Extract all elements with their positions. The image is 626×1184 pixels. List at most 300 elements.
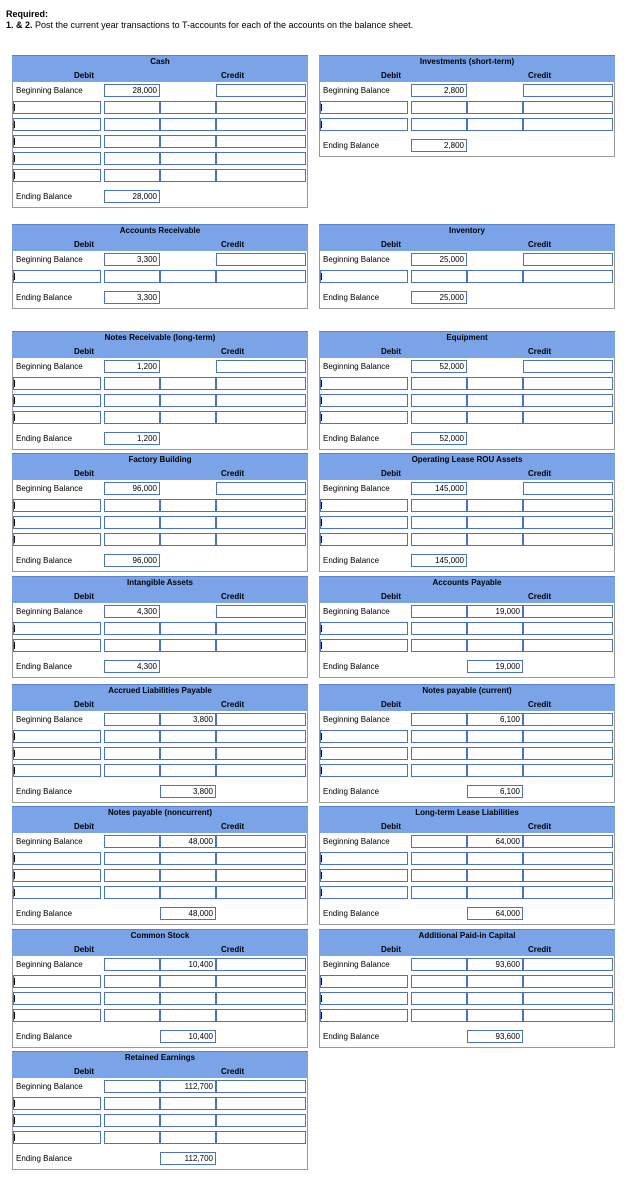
ending-balance-row	[12, 188, 308, 205]
credit-amount-input[interactable]	[216, 499, 306, 512]
credit-amount-input[interactable]: 64,000	[467, 907, 523, 920]
account-name-input[interactable]	[13, 118, 101, 131]
debit-amount-input[interactable]	[411, 852, 467, 865]
credit-amount-input[interactable]	[467, 533, 523, 546]
debit-amount-input[interactable]	[411, 533, 467, 546]
beginning-balance-row	[319, 711, 615, 728]
credit-amount-input[interactable]	[523, 377, 613, 390]
account-name-input[interactable]	[320, 622, 408, 635]
credit-amount-input[interactable]	[160, 411, 216, 424]
account-name-input[interactable]	[13, 1114, 101, 1127]
credit-amount-input[interactable]	[216, 747, 306, 760]
credit-amount-input[interactable]	[523, 713, 613, 726]
credit-amount-input[interactable]	[160, 886, 216, 899]
debit-amount-input[interactable]	[104, 1131, 160, 1144]
debit-label: Debit	[74, 822, 94, 831]
entry-row	[319, 1007, 615, 1024]
beginning-balance-label: Beginning Balance	[16, 960, 83, 969]
credit-amount-input[interactable]	[160, 118, 216, 131]
beginning-balance-label: Beginning Balance	[323, 607, 390, 616]
credit-amount-input[interactable]: 10,400	[160, 958, 216, 971]
credit-amount-input[interactable]	[467, 516, 523, 529]
debit-amount-input[interactable]: 25,000	[411, 291, 467, 304]
debit-amount-input[interactable]	[104, 869, 160, 882]
debit-amount-input[interactable]	[104, 1080, 160, 1093]
credit-amount-input[interactable]	[160, 639, 216, 652]
credit-amount-input[interactable]	[216, 118, 306, 131]
account-name-input[interactable]	[13, 394, 101, 407]
credit-amount-input[interactable]: 48,000	[160, 907, 216, 920]
beginning-balance-label: Beginning Balance	[323, 362, 390, 371]
credit-amount-input[interactable]: 112,700	[160, 1080, 216, 1093]
credit-amount-input[interactable]	[160, 622, 216, 635]
credit-amount-input[interactable]	[216, 377, 306, 390]
credit-amount-input[interactable]	[216, 101, 306, 114]
credit-amount-input[interactable]	[160, 992, 216, 1005]
credit-amount-input[interactable]: 3,800	[160, 785, 216, 798]
credit-amount-input[interactable]	[467, 852, 523, 865]
credit-amount-input[interactable]	[216, 411, 306, 424]
account-name-input[interactable]	[13, 1009, 101, 1022]
credit-amount-input[interactable]	[523, 499, 613, 512]
debit-amount-input[interactable]	[411, 394, 467, 407]
beginning-balance-row	[319, 480, 615, 497]
debit-amount-input[interactable]	[411, 713, 467, 726]
credit-amount-input[interactable]	[216, 152, 306, 165]
credit-amount-input[interactable]	[216, 169, 306, 182]
credit-amount-input[interactable]	[467, 411, 523, 424]
debit-amount-input[interactable]: 2,800	[411, 84, 467, 97]
debit-amount-input[interactable]	[104, 1097, 160, 1110]
credit-amount-input[interactable]: 6,100	[467, 785, 523, 798]
credit-amount-input[interactable]: 93,600	[467, 958, 523, 971]
account-name-input[interactable]	[320, 764, 408, 777]
credit-amount-input[interactable]	[160, 394, 216, 407]
account-name-input[interactable]	[320, 1009, 408, 1022]
debit-amount-input[interactable]	[104, 152, 160, 165]
debit-amount-input[interactable]	[104, 835, 160, 848]
t-account-common-stock	[12, 929, 308, 1048]
beginning-balance-row	[319, 251, 615, 268]
debit-amount-input[interactable]: 96,000	[104, 554, 160, 567]
credit-amount-input[interactable]	[216, 958, 306, 971]
credit-amount-input[interactable]	[523, 84, 613, 97]
debit-amount-input[interactable]	[104, 135, 160, 148]
account-name-input[interactable]	[13, 411, 101, 424]
beginning-balance-label: Beginning Balance	[323, 86, 390, 95]
credit-amount-input[interactable]	[523, 835, 613, 848]
credit-amount-input[interactable]	[216, 135, 306, 148]
credit-amount-input[interactable]	[467, 101, 523, 114]
cursor-tick	[14, 172, 15, 179]
debit-amount-input[interactable]	[104, 394, 160, 407]
credit-amount-input[interactable]	[216, 605, 306, 618]
credit-amount-input[interactable]	[216, 253, 306, 266]
cursor-tick	[321, 855, 322, 862]
debit-amount-input[interactable]: 1,200	[104, 360, 160, 373]
credit-amount-input[interactable]	[216, 360, 306, 373]
debit-amount-input[interactable]	[104, 639, 160, 652]
credit-amount-input[interactable]	[523, 764, 613, 777]
credit-amount-input[interactable]	[216, 639, 306, 652]
credit-amount-input[interactable]	[160, 101, 216, 114]
credit-amount-input[interactable]	[523, 975, 613, 988]
credit-amount-input[interactable]	[160, 1009, 216, 1022]
credit-amount-input[interactable]	[216, 1080, 306, 1093]
account-name-input[interactable]	[320, 499, 408, 512]
credit-amount-input[interactable]	[523, 1009, 613, 1022]
beginning-balance-label: Beginning Balance	[16, 484, 83, 493]
ending-balance-row	[319, 552, 615, 569]
debit-amount-input[interactable]	[411, 118, 467, 131]
credit-amount-input[interactable]	[523, 101, 613, 114]
credit-amount-input[interactable]	[160, 533, 216, 546]
ending-balance-row	[12, 1028, 308, 1045]
credit-amount-input[interactable]	[216, 713, 306, 726]
debit-amount-input[interactable]: 25,000	[411, 253, 467, 266]
cursor-tick	[321, 121, 322, 128]
credit-amount-input[interactable]	[523, 482, 613, 495]
account-header	[12, 929, 308, 956]
account-header	[319, 929, 615, 956]
credit-amount-input[interactable]	[467, 886, 523, 899]
account-name-input[interactable]	[320, 118, 408, 131]
debit-amount-input[interactable]	[411, 639, 467, 652]
account-name-input[interactable]	[320, 377, 408, 390]
debit-amount-input[interactable]	[104, 730, 160, 743]
credit-amount-input[interactable]	[160, 1097, 216, 1110]
credit-amount-input[interactable]	[160, 499, 216, 512]
debit-amount-input[interactable]	[411, 622, 467, 635]
t-account-notes-payable-noncurrent	[12, 806, 308, 925]
debit-amount-input[interactable]	[411, 835, 467, 848]
credit-amount-input[interactable]	[523, 118, 613, 131]
debit-amount-input[interactable]	[104, 101, 160, 114]
credit-amount-input[interactable]: 19,000	[467, 660, 523, 673]
account-title: Accounts Payable	[432, 578, 502, 587]
debit-amount-input[interactable]	[411, 975, 467, 988]
debit-amount-input[interactable]: 2,800	[411, 139, 467, 152]
debit-amount-input[interactable]	[411, 499, 467, 512]
account-name-input[interactable]	[13, 992, 101, 1005]
credit-label: Credit	[528, 700, 552, 709]
credit-amount-input[interactable]	[523, 730, 613, 743]
account-name-input[interactable]	[320, 270, 408, 283]
credit-amount-input[interactable]	[160, 270, 216, 283]
account-name-input[interactable]	[13, 101, 101, 114]
debit-amount-input[interactable]: 145,000	[411, 554, 467, 567]
ending-balance-label: Ending Balance	[16, 1154, 73, 1163]
debit-amount-input[interactable]	[104, 992, 160, 1005]
debit-amount-input[interactable]	[411, 516, 467, 529]
account-name-input[interactable]	[13, 377, 101, 390]
credit-amount-input[interactable]	[216, 394, 306, 407]
debit-amount-input[interactable]	[411, 101, 467, 114]
debit-amount-input[interactable]	[411, 605, 467, 618]
credit-amount-input[interactable]	[467, 975, 523, 988]
entry-row	[319, 850, 615, 867]
credit-amount-input[interactable]	[216, 482, 306, 495]
debit-amount-input[interactable]	[411, 764, 467, 777]
credit-amount-input[interactable]	[467, 639, 523, 652]
credit-amount-input[interactable]	[216, 886, 306, 899]
beginning-balance-row	[12, 603, 308, 620]
credit-amount-input[interactable]	[160, 764, 216, 777]
credit-amount-input[interactable]	[216, 516, 306, 529]
credit-amount-input[interactable]	[523, 253, 613, 266]
debit-amount-input[interactable]	[104, 533, 160, 546]
ending-balance-label: Ending Balance	[16, 1032, 73, 1041]
debit-amount-input[interactable]: 1,200	[104, 432, 160, 445]
credit-amount-input[interactable]	[467, 764, 523, 777]
credit-amount-input[interactable]	[160, 169, 216, 182]
credit-amount-input[interactable]	[216, 1097, 306, 1110]
debit-amount-input[interactable]	[411, 958, 467, 971]
debit-amount-input[interactable]	[104, 118, 160, 131]
credit-amount-input[interactable]	[160, 975, 216, 988]
account-name-input[interactable]	[320, 852, 408, 865]
cursor-tick	[321, 104, 322, 111]
ending-balance-label: Ending Balance	[16, 662, 73, 671]
entry-row	[12, 850, 308, 867]
account-name-input[interactable]	[13, 852, 101, 865]
credit-amount-input[interactable]	[160, 852, 216, 865]
credit-amount-input[interactable]	[467, 394, 523, 407]
credit-amount-input[interactable]	[160, 377, 216, 390]
account-name-input[interactable]	[13, 1097, 101, 1110]
credit-amount-input[interactable]	[523, 886, 613, 899]
account-name-input[interactable]	[13, 135, 101, 148]
beginning-balance-row	[12, 1078, 308, 1095]
debit-amount-input[interactable]	[104, 975, 160, 988]
debit-amount-input[interactable]	[104, 1009, 160, 1022]
account-name-input[interactable]	[13, 533, 101, 546]
credit-amount-input[interactable]	[467, 992, 523, 1005]
account-name-input[interactable]	[320, 886, 408, 899]
credit-amount-input[interactable]	[216, 1114, 306, 1127]
account-name-input[interactable]	[13, 1131, 101, 1144]
debit-amount-input[interactable]	[104, 958, 160, 971]
debit-amount-input[interactable]	[104, 377, 160, 390]
debit-amount-input[interactable]	[104, 622, 160, 635]
debit-amount-input[interactable]: 96,000	[104, 482, 160, 495]
account-header	[12, 576, 308, 603]
credit-amount-input[interactable]	[216, 622, 306, 635]
credit-amount-input[interactable]	[216, 764, 306, 777]
credit-amount-input[interactable]	[160, 1131, 216, 1144]
credit-amount-input[interactable]	[523, 747, 613, 760]
credit-amount-input[interactable]	[467, 1009, 523, 1022]
debit-amount-input[interactable]	[411, 377, 467, 390]
credit-amount-input[interactable]	[523, 958, 613, 971]
account-name-input[interactable]	[13, 516, 101, 529]
debit-amount-input[interactable]	[411, 886, 467, 899]
debit-amount-input[interactable]: 4,300	[104, 660, 160, 673]
account-name-input[interactable]	[13, 622, 101, 635]
debit-amount-input[interactable]: 52,000	[411, 360, 467, 373]
t-account-investments-short-term	[319, 55, 615, 157]
credit-amount-input[interactable]	[523, 852, 613, 865]
account-name-input[interactable]	[320, 747, 408, 760]
debit-amount-input[interactable]	[104, 169, 160, 182]
credit-amount-input[interactable]: 93,600	[467, 1030, 523, 1043]
credit-amount-input[interactable]	[523, 869, 613, 882]
account-name-input[interactable]	[320, 639, 408, 652]
credit-amount-input[interactable]	[467, 270, 523, 283]
credit-label: Credit	[528, 240, 552, 249]
account-name-input[interactable]	[320, 101, 408, 114]
cursor-tick	[14, 1117, 15, 1124]
credit-amount-input[interactable]	[216, 84, 306, 97]
credit-amount-input[interactable]	[523, 622, 613, 635]
debit-amount-input[interactable]	[104, 713, 160, 726]
credit-amount-input[interactable]	[216, 533, 306, 546]
credit-amount-input[interactable]	[523, 639, 613, 652]
credit-amount-input[interactable]	[467, 747, 523, 760]
debit-amount-input[interactable]: 28,000	[104, 190, 160, 203]
account-name-input[interactable]	[13, 152, 101, 165]
ending-balance-row	[12, 289, 308, 306]
credit-amount-input[interactable]	[216, 270, 306, 283]
credit-amount-input[interactable]: 64,000	[467, 835, 523, 848]
account-name-input[interactable]	[320, 975, 408, 988]
account-header	[12, 1051, 308, 1078]
credit-amount-input[interactable]	[216, 869, 306, 882]
t-account-accrued-liabilities-payable	[12, 684, 308, 803]
account-name-input[interactable]	[13, 499, 101, 512]
debit-amount-input[interactable]: 3,300	[104, 291, 160, 304]
debit-amount-input[interactable]: 28,000	[104, 84, 160, 97]
debit-amount-input[interactable]	[104, 886, 160, 899]
credit-amount-input[interactable]	[216, 852, 306, 865]
credit-amount-input[interactable]	[523, 360, 613, 373]
credit-amount-input[interactable]	[216, 1131, 306, 1144]
account-name-input[interactable]	[320, 730, 408, 743]
debit-amount-input[interactable]	[411, 411, 467, 424]
cursor-tick	[321, 1012, 322, 1019]
debit-amount-input[interactable]	[411, 1009, 467, 1022]
cursor-tick	[321, 750, 322, 757]
ending-balance-label: Ending Balance	[16, 293, 73, 302]
credit-amount-input[interactable]	[467, 730, 523, 743]
credit-amount-input[interactable]	[523, 411, 613, 424]
credit-amount-input[interactable]	[523, 270, 613, 283]
account-name-input[interactable]	[13, 747, 101, 760]
credit-amount-input[interactable]: 10,400	[160, 1030, 216, 1043]
debit-amount-input[interactable]	[104, 747, 160, 760]
debit-amount-input[interactable]	[104, 270, 160, 283]
credit-amount-input[interactable]: 6,100	[467, 713, 523, 726]
debit-amount-input[interactable]	[411, 270, 467, 283]
credit-amount-input[interactable]: 112,700	[160, 1152, 216, 1165]
debit-amount-input[interactable]	[104, 764, 160, 777]
debit-amount-input[interactable]: 4,300	[104, 605, 160, 618]
instruction-number: 1. & 2.	[6, 20, 33, 30]
credit-amount-input[interactable]: 3,800	[160, 713, 216, 726]
account-title: Long-term Lease Liabilities	[415, 808, 519, 817]
account-name-input[interactable]	[320, 394, 408, 407]
debit-amount-input[interactable]: 145,000	[411, 482, 467, 495]
credit-amount-input[interactable]	[160, 516, 216, 529]
credit-amount-input[interactable]	[523, 605, 613, 618]
credit-amount-input[interactable]	[216, 730, 306, 743]
debit-amount-input[interactable]	[104, 499, 160, 512]
debit-amount-input[interactable]: 3,300	[104, 253, 160, 266]
account-bottom-border	[319, 1045, 615, 1048]
account-name-input[interactable]	[13, 886, 101, 899]
account-name-input[interactable]	[13, 730, 101, 743]
account-bottom-border	[319, 154, 615, 157]
credit-amount-input[interactable]	[467, 622, 523, 635]
credit-amount-input[interactable]	[216, 975, 306, 988]
t-account-inventory	[319, 224, 615, 309]
debit-amount-input[interactable]	[411, 730, 467, 743]
account-name-input[interactable]	[13, 639, 101, 652]
account-name-input[interactable]	[13, 169, 101, 182]
credit-amount-input[interactable]	[160, 869, 216, 882]
account-name-input[interactable]	[13, 764, 101, 777]
credit-amount-input[interactable]	[467, 377, 523, 390]
account-bottom-border	[12, 1167, 308, 1170]
credit-amount-input[interactable]	[523, 533, 613, 546]
cursor-tick	[321, 397, 322, 404]
debit-amount-input[interactable]	[104, 852, 160, 865]
credit-amount-input[interactable]	[523, 516, 613, 529]
debit-amount-input[interactable]	[104, 516, 160, 529]
debit-amount-input[interactable]	[411, 747, 467, 760]
entry-row	[319, 990, 615, 1007]
credit-amount-input[interactable]	[160, 747, 216, 760]
credit-amount-input[interactable]	[467, 869, 523, 882]
credit-amount-input[interactable]	[467, 499, 523, 512]
account-name-input[interactable]	[13, 975, 101, 988]
credit-label: Credit	[221, 71, 245, 80]
ending-balance-label: Ending Balance	[323, 662, 380, 671]
debit-amount-input[interactable]	[411, 992, 467, 1005]
instructions	[6, 9, 413, 31]
credit-amount-input[interactable]	[160, 135, 216, 148]
account-name-input[interactable]	[13, 869, 101, 882]
credit-amount-input[interactable]	[523, 992, 613, 1005]
account-name-input[interactable]	[13, 270, 101, 283]
account-name-input[interactable]	[320, 869, 408, 882]
instruction-text: Post the current year transactions to T-accounts for each of the accounts on the balance sheet.	[35, 20, 414, 30]
debit-label: Debit	[74, 1067, 94, 1076]
debit-label: Debit	[74, 240, 94, 249]
credit-amount-input[interactable]	[216, 1009, 306, 1022]
debit-amount-input[interactable]	[411, 869, 467, 882]
credit-amount-input[interactable]	[160, 730, 216, 743]
credit-amount-input[interactable]	[467, 118, 523, 131]
ending-balance-row	[319, 905, 615, 922]
account-name-input[interactable]	[320, 992, 408, 1005]
debit-amount-input[interactable]	[104, 1114, 160, 1127]
credit-amount-input[interactable]	[216, 992, 306, 1005]
debit-amount-input[interactable]	[104, 411, 160, 424]
credit-amount-input[interactable]: 19,000	[467, 605, 523, 618]
account-name-input[interactable]	[320, 533, 408, 546]
debit-amount-input[interactable]: 52,000	[411, 432, 467, 445]
credit-amount-input[interactable]	[216, 835, 306, 848]
credit-amount-input[interactable]	[523, 394, 613, 407]
account-title: Accounts Receivable	[119, 226, 201, 235]
account-name-input[interactable]	[320, 516, 408, 529]
credit-amount-input[interactable]	[160, 1114, 216, 1127]
credit-amount-input[interactable]	[160, 152, 216, 165]
credit-label: Credit	[528, 71, 552, 80]
account-name-input[interactable]	[320, 411, 408, 424]
credit-amount-input[interactable]: 48,000	[160, 835, 216, 848]
